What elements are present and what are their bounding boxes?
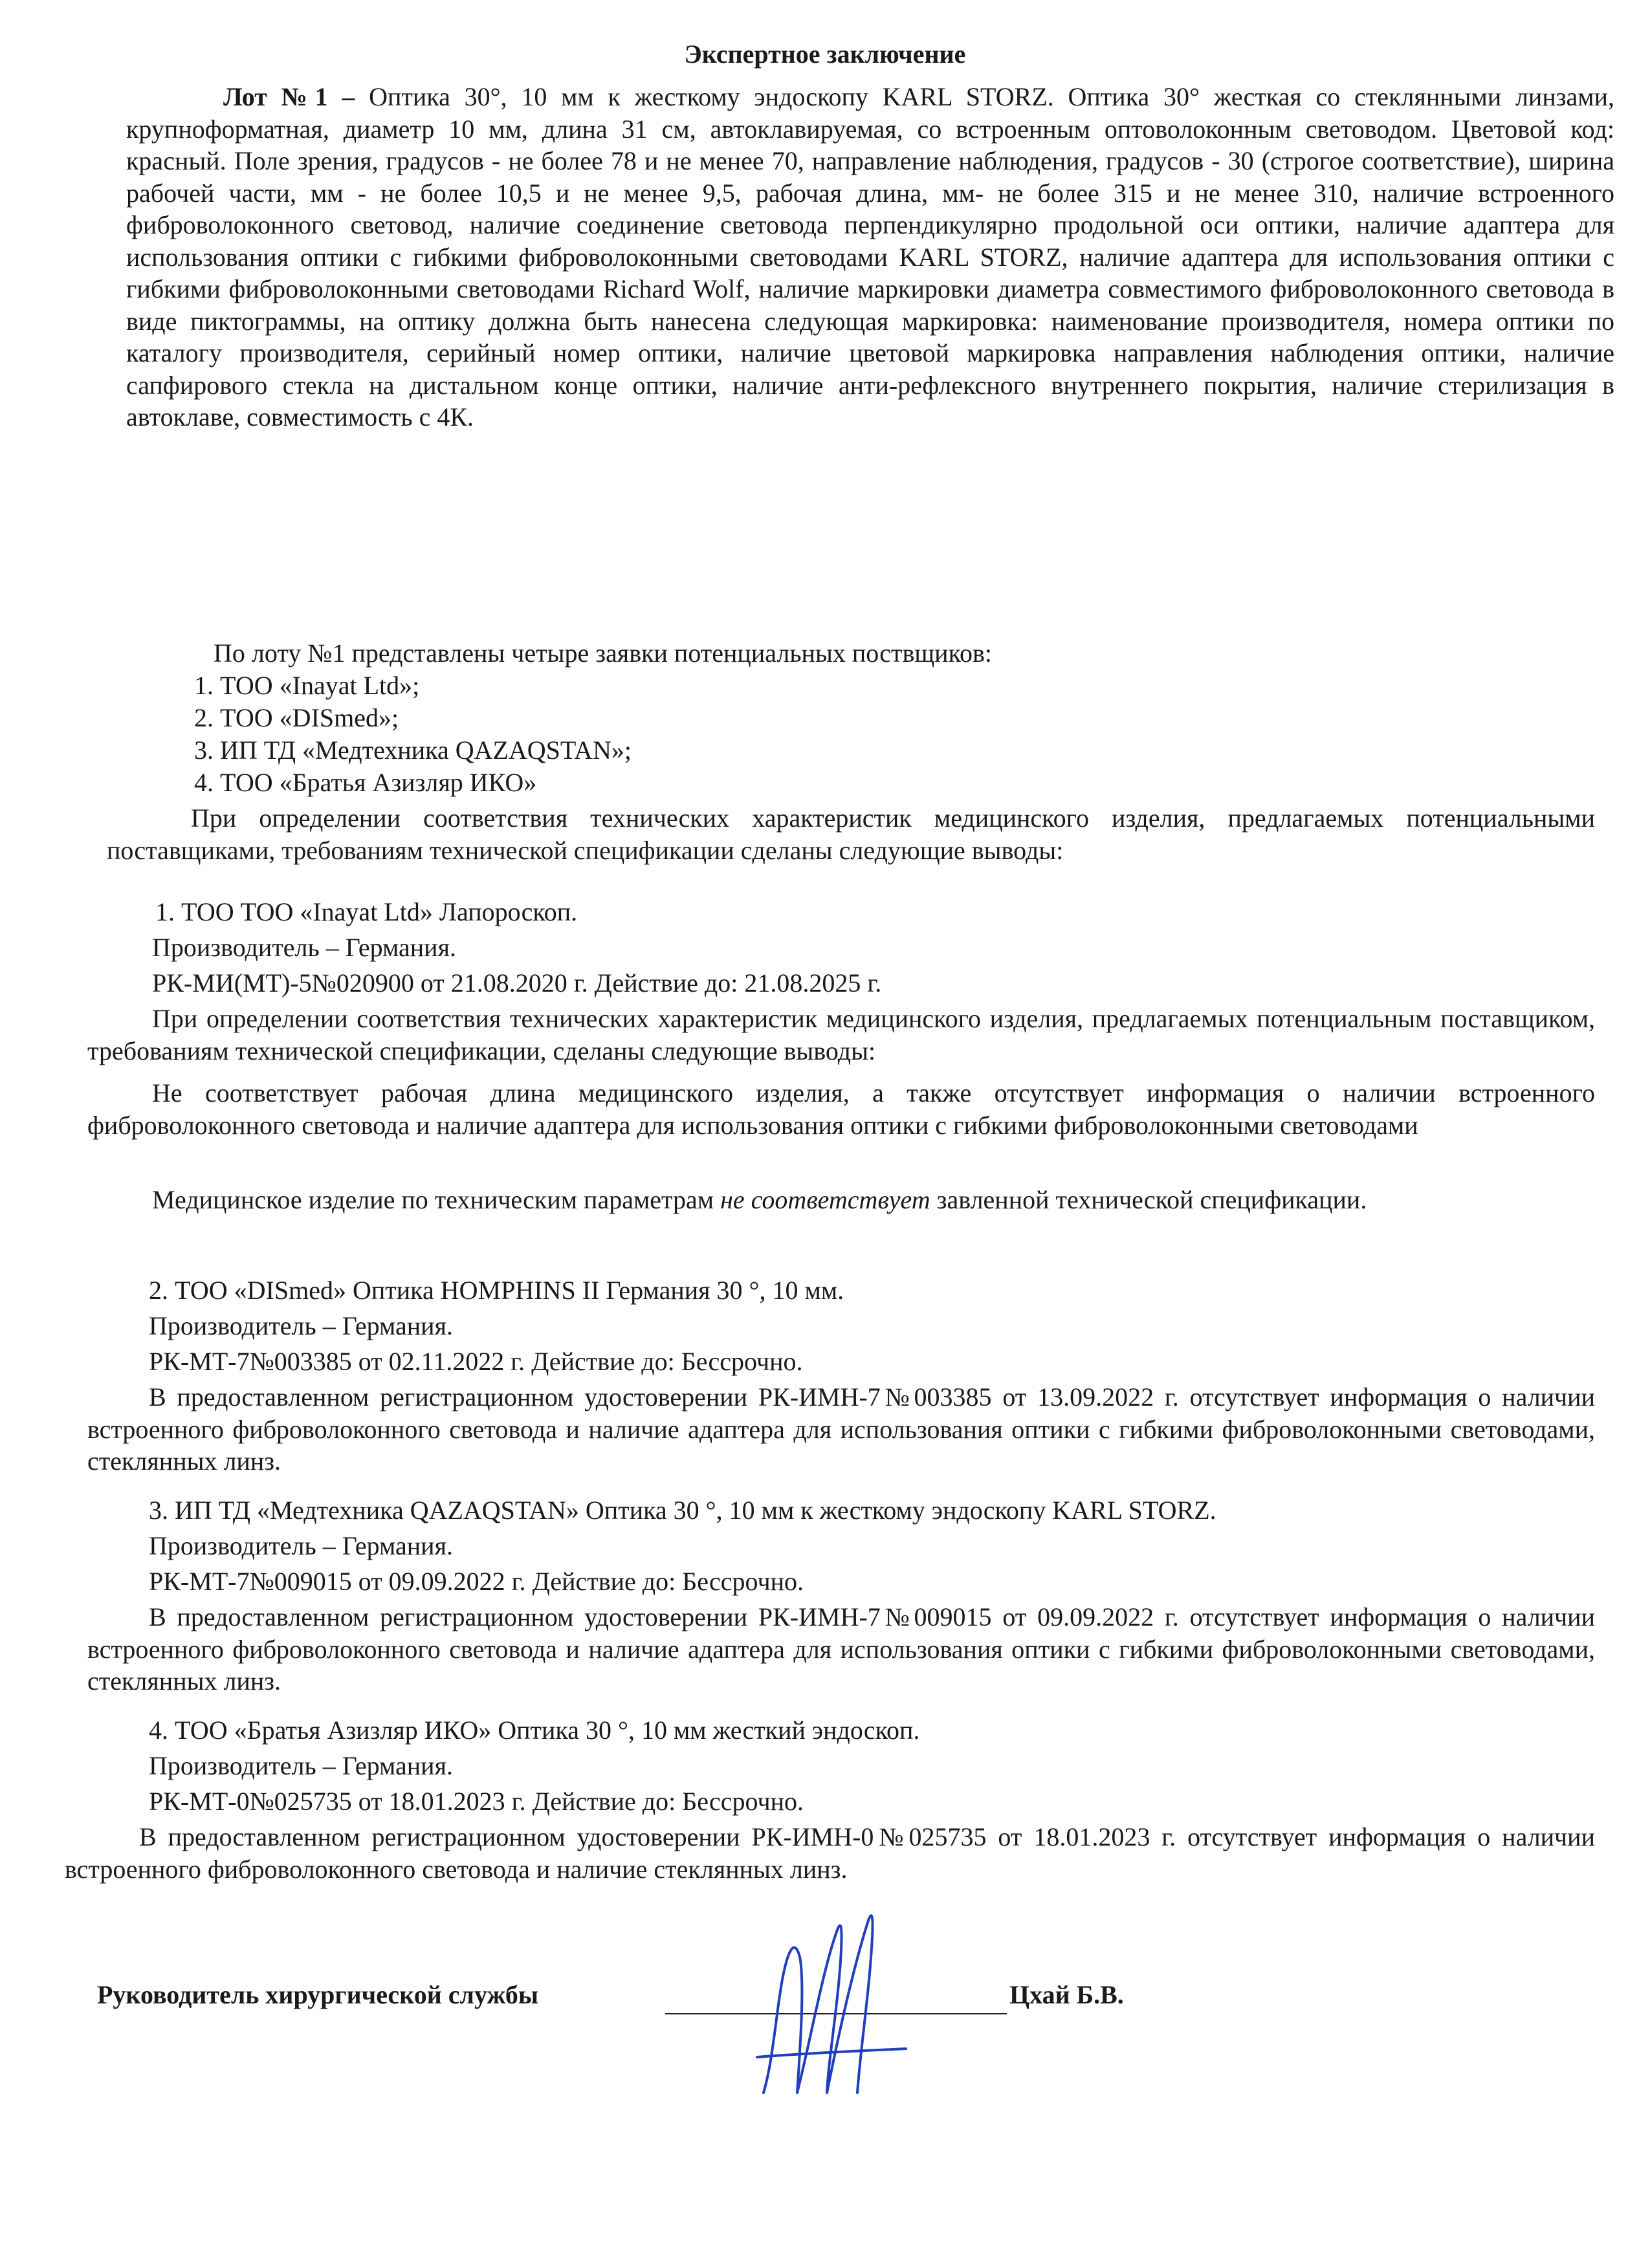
lot-label: Лот №1 – — [223, 82, 355, 111]
applicant-item-4: 4. ТОО «Братья Азизляр ИКО» — [194, 768, 537, 797]
item-1-verdict — [32, 1184, 1595, 1216]
item-4-registration: РК-МТ-0№025735 от 18.01.2023 г. Действие до: Бессрочно. — [149, 1787, 804, 1816]
item-2-manufacturer: Производитель – Германия. — [149, 1311, 453, 1340]
conclusion-intro: При определении соответствия технических характеристик медицинского изделия, предлагаемых потенциальными поставщиками, требованиям технической спецификации сделаны следующие выводы: — [107, 803, 1595, 865]
lot-text: Оптика 30°, 10 мм к жесткому эндоскопу KARL STORZ. Оптика 30° жесткая со стеклянными линзами, крупноформатная, диаметр 10 мм, длина 31 см, автоклавируемая, со встроенным оптоволоконным световодом. Цветовой код: красный. Поле зрения, градусов - не более 78 и не менее 70, направление наблюдения, градусов - 30 (строгое соответствие), ширина рабочей части, мм - не более 10,5 и не менее 9,5, рабочая длина, мм- не более 315 и не менее 310, наличие встроенного фиброволоконного световод, наличие соединение световода перпендикулярно продольной оси оптики, наличие адаптера для использования оптики с гибкими фиброволоконными световодами KARL STORZ, наличие адаптера для использования оптики с гибкими фиброволоконными световодами Richard Wolf, наличие маркировки диаметра совместимого фиброволоконного световода в виде пиктограммы, на оптику должна быть нанесена следующая маркировка: наименование производителя, номера оптики по каталогу производителя, серийный номер оптики, наличие цветовой маркировка направления наблюдения оптики, наличие сапфирового стекла на дистальном конце оптики, наличие анти-рефлексного внутреннего покрытия, наличие стерилизация в автоклаве, совместимость с 4К. — [126, 82, 1615, 431]
item-4-manufacturer: Производитель – Германия. — [149, 1751, 453, 1780]
item-3-findings: В предоставленном регистрационном удостоверении РК-ИМН-7№009015 от 09.09.2022 г. отсутствует информация о наличии встроенного фиброволоконного световода и наличие адаптера для использования оптики с гибкими фиброволоконными световодами, стеклянных линз. — [87, 1602, 1595, 1696]
signatory-role: Руководитель хирургической службы — [97, 1980, 539, 2009]
item-1-registration: РК-МИ(МТ)-5№020900 от 21.08.2020 г. Действие до: 21.08.2025 г. — [152, 968, 882, 998]
applicants-intro: По лоту №1 представлены четыре заявки потенциальных поствщиков: — [214, 638, 992, 668]
item-1-manufacturer: Производитель – Германия. — [152, 933, 456, 962]
item-4-heading: 4. ТОО «Братья Азизляр ИКО» Оптика 30 °, 10 мм жесткий эндоскоп. — [149, 1716, 920, 1745]
item-3-heading: 3. ИП ТД «Медтехника QAZAQSTAN» Оптика 30 °, 10 мм к жесткому эндоскопу KARL STORZ. — [149, 1496, 1216, 1525]
lot-description — [126, 81, 1614, 433]
handwritten-signature — [738, 1899, 932, 2112]
item-1-verdict-lead: Медицинское изделие по техническим параметрам — [152, 1185, 714, 1214]
item-1-heading: 1. ТОО ТОО «Inayat Ltd» Лапороскоп. — [155, 897, 578, 926]
item-4-findings: В предоставленном регистрационном удостоверении РК-ИМН-0№025735 от 18.01.2023 г. отсутствует информация о наличии встроенного фиброволоконного световода и наличие стеклянных линз. — [65, 1822, 1595, 1884]
item-1-verdict-tail: завленной технической спецификации. — [936, 1185, 1367, 1214]
document-title: Экспертное заключение — [684, 39, 966, 69]
item-2-findings: В предоставленном регистрационном удостоверении РК-ИМН-7№003385 от 13.09.2022 г. отсутствует информация о наличии встроенного фиброволоконного световода и наличие адаптера для использования оптики с гибкими фиброволоконными световодами, стеклянных линз. — [87, 1382, 1595, 1476]
item-1-analysis: При определении соответствия технических характеристик медицинского изделия, предлагаемых потенциальным поставщиком, требованиям технической спецификации, сделаны следующие выводы: — [87, 1004, 1595, 1065]
signature-stroke — [757, 1915, 906, 2093]
signatory-name: Цхай Б.В. — [1009, 1980, 1124, 2009]
item-1-findings: Не соответствует рабочая длина медицинского изделия, а также отсутствует информация о наличии встроенного фиброволоконного световода и наличие адаптера для использования оптики с гибкими фиброволоконными световодами — [87, 1078, 1595, 1140]
item-1-verdict-emphasis: не соответствует — [720, 1185, 930, 1214]
item-2-heading: 2. ТОО «DISmed» Оптика HOMPHINS II Германия 30 °, 10 мм. — [149, 1276, 844, 1305]
item-3-manufacturer: Производитель – Германия. — [149, 1531, 453, 1560]
applicant-item-1: 1. ТОО «Inayat Ltd»; — [194, 671, 420, 700]
item-3-registration: РК-МТ-7№009015 от 09.09.2022 г. Действие до: Бессрочно. — [149, 1567, 804, 1596]
applicant-item-3: 3. ИП ТД «Медтехника QAZAQSTAN»; — [194, 736, 632, 765]
applicant-item-2: 2. ТОО «DISmed»; — [194, 703, 399, 732]
item-2-registration: РК-МТ-7№003385 от 02.11.2022 г. Действие до: Бессрочно. — [149, 1347, 803, 1376]
